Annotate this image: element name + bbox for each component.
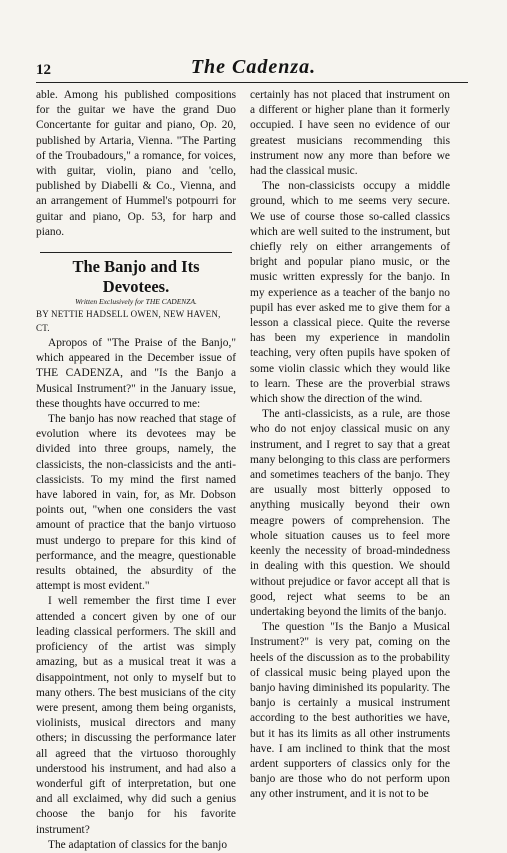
- left-column: [36, 88, 236, 853]
- article-subtitle: Written Exclusively for THE CADENZA.: [75, 297, 197, 307]
- article-header: [36, 252, 236, 335]
- paragraph: The adaptation of classics for the banjo: [48, 838, 228, 851]
- paragraph: Apropos of "The Praise of the Banjo," which appeared in the December issue of THE CADENZA, and "Is the Banjo a Musical Instrument?" in the January issue, these thoughts have occurred to me:: [36, 337, 236, 410]
- paragraph: certainly has not placed that instrument on a different or higher plane than it formerly occupied. I have seen no evidence of our greatest musicians recommending this instrument now any more than before we had the classical music.: [250, 89, 450, 178]
- header-rule: [36, 82, 468, 83]
- byline: BY NETTIE HADSELL OWEN, NEW HAVEN, CT.: [36, 309, 221, 334]
- paragraph: I well remember the first time I ever attended a concert given by one of our leading classical performers. The skill and proficiency of the artist was simply amazing, but as a musical treat it was a disappointment, not only to myself but to many others. The best musicians of the city were present, among them being organists, violinists, musical directors and many others; in discussing the performance later all agreed that the virtuoso thoroughly understood his instrument, and had also a wonderful gift of interpretation, but one and all exclaimed, why did such a genius choose the banjo for his favorite instrument?: [36, 595, 236, 836]
- paragraph: The non-classicists occupy a middle ground, which to me seems very secure. We use of course those so-called classics which are well suited to the instrument, but chiefly rely on either arrangements of bright and popular piano music, or the music written expressly for the banjo. In my experience as a teacher of the banjo no pupil has ever asked me to give them for a lesson a classical piece. Quite the reverse has been my experience in mandolin teaching, very often pupils have spoken of some violin classic which they would like to learn. These are the proverbial straws which show the direction of the wind.: [250, 180, 450, 406]
- right-column: [250, 88, 450, 803]
- article-title: The Banjo and Its Devotees.: [40, 252, 232, 297]
- magazine-title: The Cadenza.: [190, 56, 317, 78]
- continued-paragraph: able. Among his published compositions for the guitar we have the grand Duo Concertante for guitar and piano, Op. 20, published by Artaria, Vienna. "The Parting of the Troubadours," a romance, for voices, with guitar, violin, piano and 'cello, published by Diabelli & Co., Vienna, and an arrangement of Hummel's potpourri for guitar and piano, Op. 53, for harp and piano.: [36, 89, 236, 238]
- page-number: 12: [36, 62, 51, 78]
- paragraph: The anti-classicists, as a rule, are those who do not enjoy classical music on any instrument, and I regret to say that a great many belonging to this class are performers and sometimes teachers of the banjo. They are usually most bitterly opposed to anything musically beyond their own meagre powers of comprehension. The whole situation causes us to feel more keenly the necessity of broad-mindedness in dealing with this question. We should without prejudice or favor accept all that is good, reject what seems to be an undertaking beyond the limits of the banjo.: [250, 408, 450, 618]
- paragraph: The question "Is the Banjo a Musical Instrument?" is very pat, coming on the heels of the discussion as to the probability of classical music being played upon the banjo having diminished its popularity. The banjo is certainly a musical instrument according to the best authorities we have, but it has its limits as all other instruments have. I am inclined to think that the most ardent supporters of classics only for the banjo are those who do not perform upon any other instrument, and it is not to be: [250, 621, 450, 801]
- paragraph: The banjo has now reached that stage of evolution where its devotees may be divided into three groups, namely, the classicists, the non-classicists and the anti-classicists. To my mind the first named have labored in vain, for, as Mr. Dobson points out, "when one considers the vast amount of practice that the banjo virtuoso must undergo to prepare for this kind of performance, and the meagre, questionable results obtained, the absurdity of the attempt is most evident.": [36, 413, 236, 593]
